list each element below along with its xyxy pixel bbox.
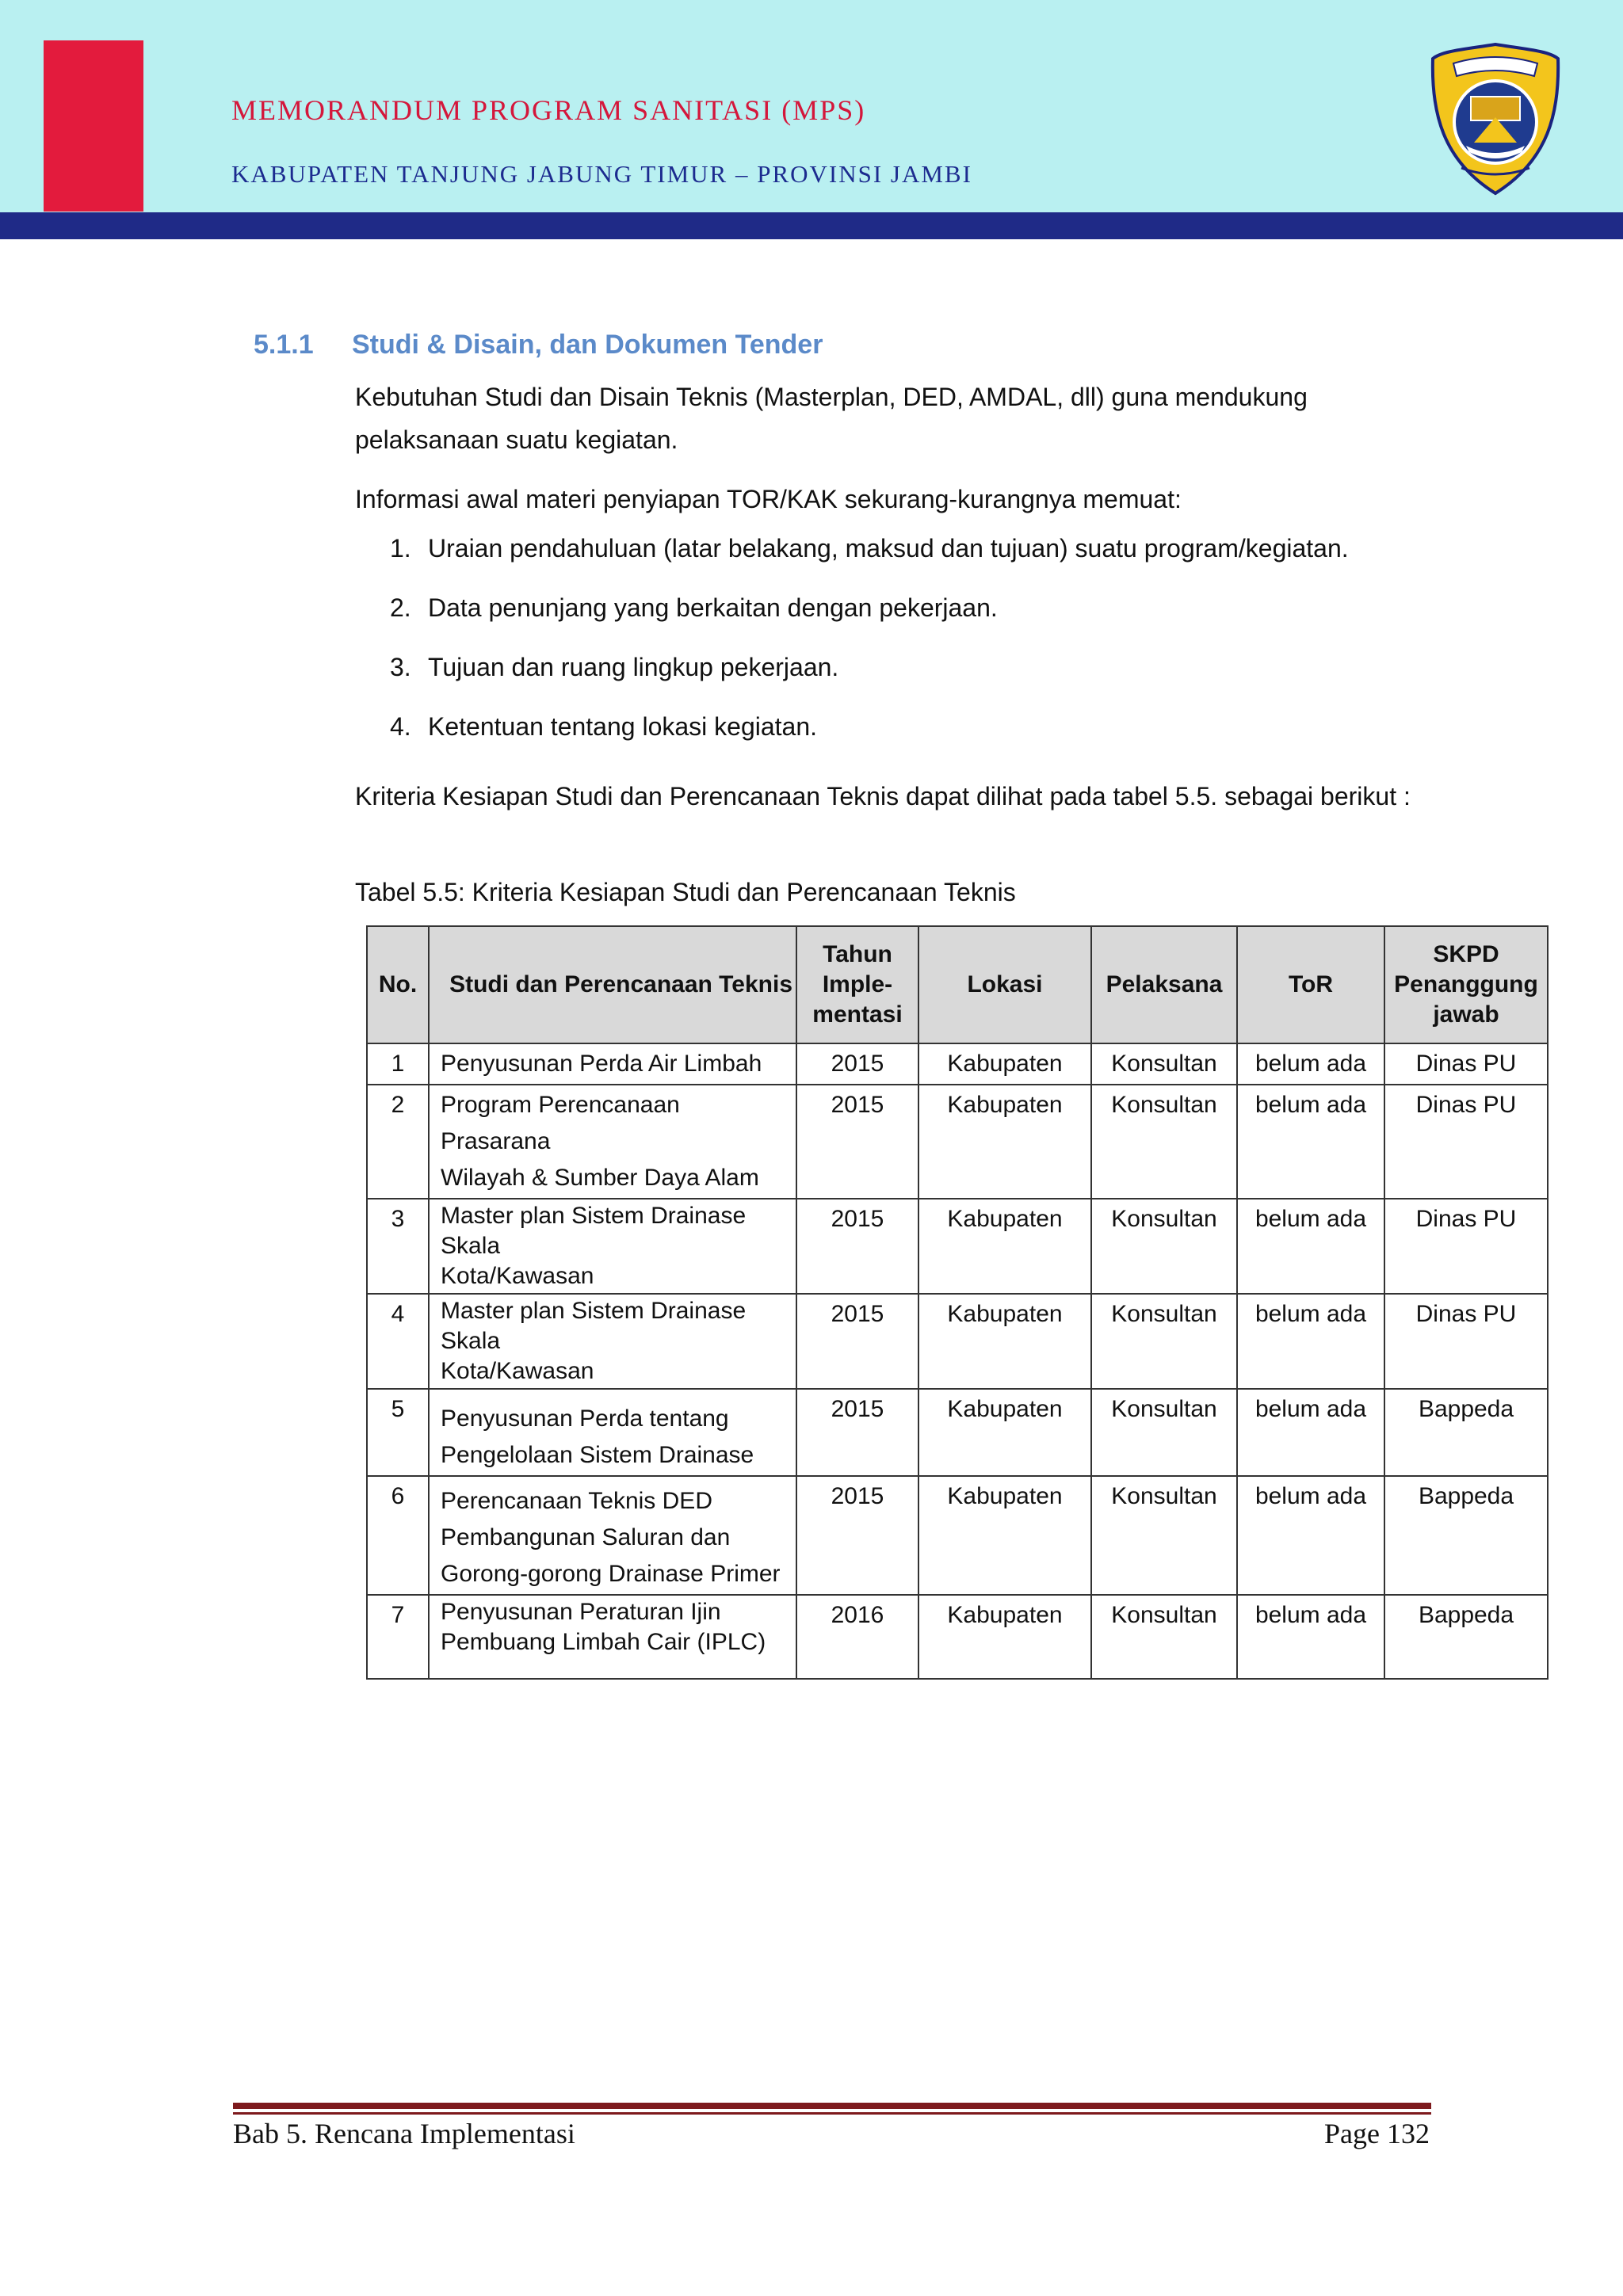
table-row: 4 Master plan Sistem Drainase Skala Kota/Kawasan 2015 Kabupaten Konsultan belum ada Dinas PU: [367, 1294, 1548, 1389]
header-stripe: [0, 212, 1623, 239]
footer-rule-thin: [233, 2112, 1431, 2115]
section-heading: [254, 330, 823, 360]
document-title: MEMORANDUM PROGRAM SANITASI (MPS): [231, 94, 866, 126]
header-tahun: Tahun Imple- mentasi: [796, 926, 918, 1043]
section-number: 5.1.1: [254, 330, 314, 360]
header-studi: Studi dan Perencanaan Teknis: [429, 926, 796, 1043]
table-caption: Tabel 5.5: Kriteria Kesiapan Studi dan Perencanaan Teknis: [355, 878, 1016, 906]
table-header-row: [367, 926, 1548, 1043]
document-subtitle: KABUPATEN TANJUNG JABUNG TIMUR – PROVINSI JAMBI: [231, 160, 972, 188]
header-red-block: [44, 40, 143, 212]
header-tor: ToR: [1237, 926, 1384, 1043]
table-row: 5 Penyusunan Perda tentang Pengelolaan Sistem Drainase 2015 Kabupaten Konsultan belum ada Bappeda: [367, 1389, 1548, 1476]
footer-chapter: Bab 5. Rencana Implementasi: [233, 2118, 575, 2149]
paragraph-kriteria: Kriteria Kesiapan Studi dan Perencanaan Teknis dapat dilihat pada tabel 5.5. sebagai berikut :: [355, 782, 1411, 810]
list-item: 4. Ketentuan tentang lokasi kegiatan.: [390, 712, 818, 741]
tor-requirements-list: [390, 532, 1349, 770]
table-row: 6 Perencanaan Teknis DED Pembangunan Saluran dan Gorong-gorong Drainase Primer 2015 Kabupaten Konsultan belum ada Bappeda: [367, 1476, 1548, 1595]
table-row: 7 Penyusunan Peraturan Ijin Pembuang Limbah Cair (IPLC) 2016 Kabupaten Konsultan belum ada Bappeda: [367, 1595, 1548, 1679]
header-pelaksana: Pelaksana: [1091, 926, 1237, 1043]
footer-rule: [233, 2103, 1431, 2109]
list-item: 1. Uraian pendahuluan (latar belakang, maksud dan tujuan) suatu program/kegiatan.: [390, 534, 1349, 563]
readiness-criteria-table: [366, 925, 1549, 1680]
section-title: Studi & Disain, dan Dokumen Tender: [352, 330, 823, 360]
footer-page-number: Page 132: [1324, 2118, 1430, 2149]
header-skpd: SKPD Penanggung jawab: [1384, 926, 1548, 1043]
header-lokasi: Lokasi: [918, 926, 1091, 1043]
regency-coat-of-arms-icon: [1430, 41, 1561, 196]
list-item: 2. Data penunjang yang berkaitan dengan pekerjaan.: [390, 593, 998, 622]
table-row: 3 Master plan Sistem Drainase Skala Kota/Kawasan 2015 Kabupaten Konsultan belum ada Dinas PU: [367, 1199, 1548, 1294]
paragraph-kebutuhan: Kebutuhan Studi dan Disain Teknis (Masterplan, DED, AMDAL, dll) guna mendukung pelaksanaan suatu kegiatan.: [355, 383, 1308, 454]
table-row: 2 Program Perencanaan Prasarana Wilayah & Sumber Daya Alam 2015 Kabupaten Konsultan belum ada Dinas PU: [367, 1085, 1548, 1199]
paragraph-informasi: Informasi awal materi penyiapan TOR/KAK sekurang-kurangnya memuat:: [355, 485, 1182, 513]
table-row: 1 Penyusunan Perda Air Limbah 2015 Kabupaten Konsultan belum ada Dinas PU: [367, 1043, 1548, 1085]
list-item: 3. Tujuan dan ruang lingkup pekerjaan.: [390, 653, 839, 681]
header-no: No.: [367, 926, 429, 1043]
